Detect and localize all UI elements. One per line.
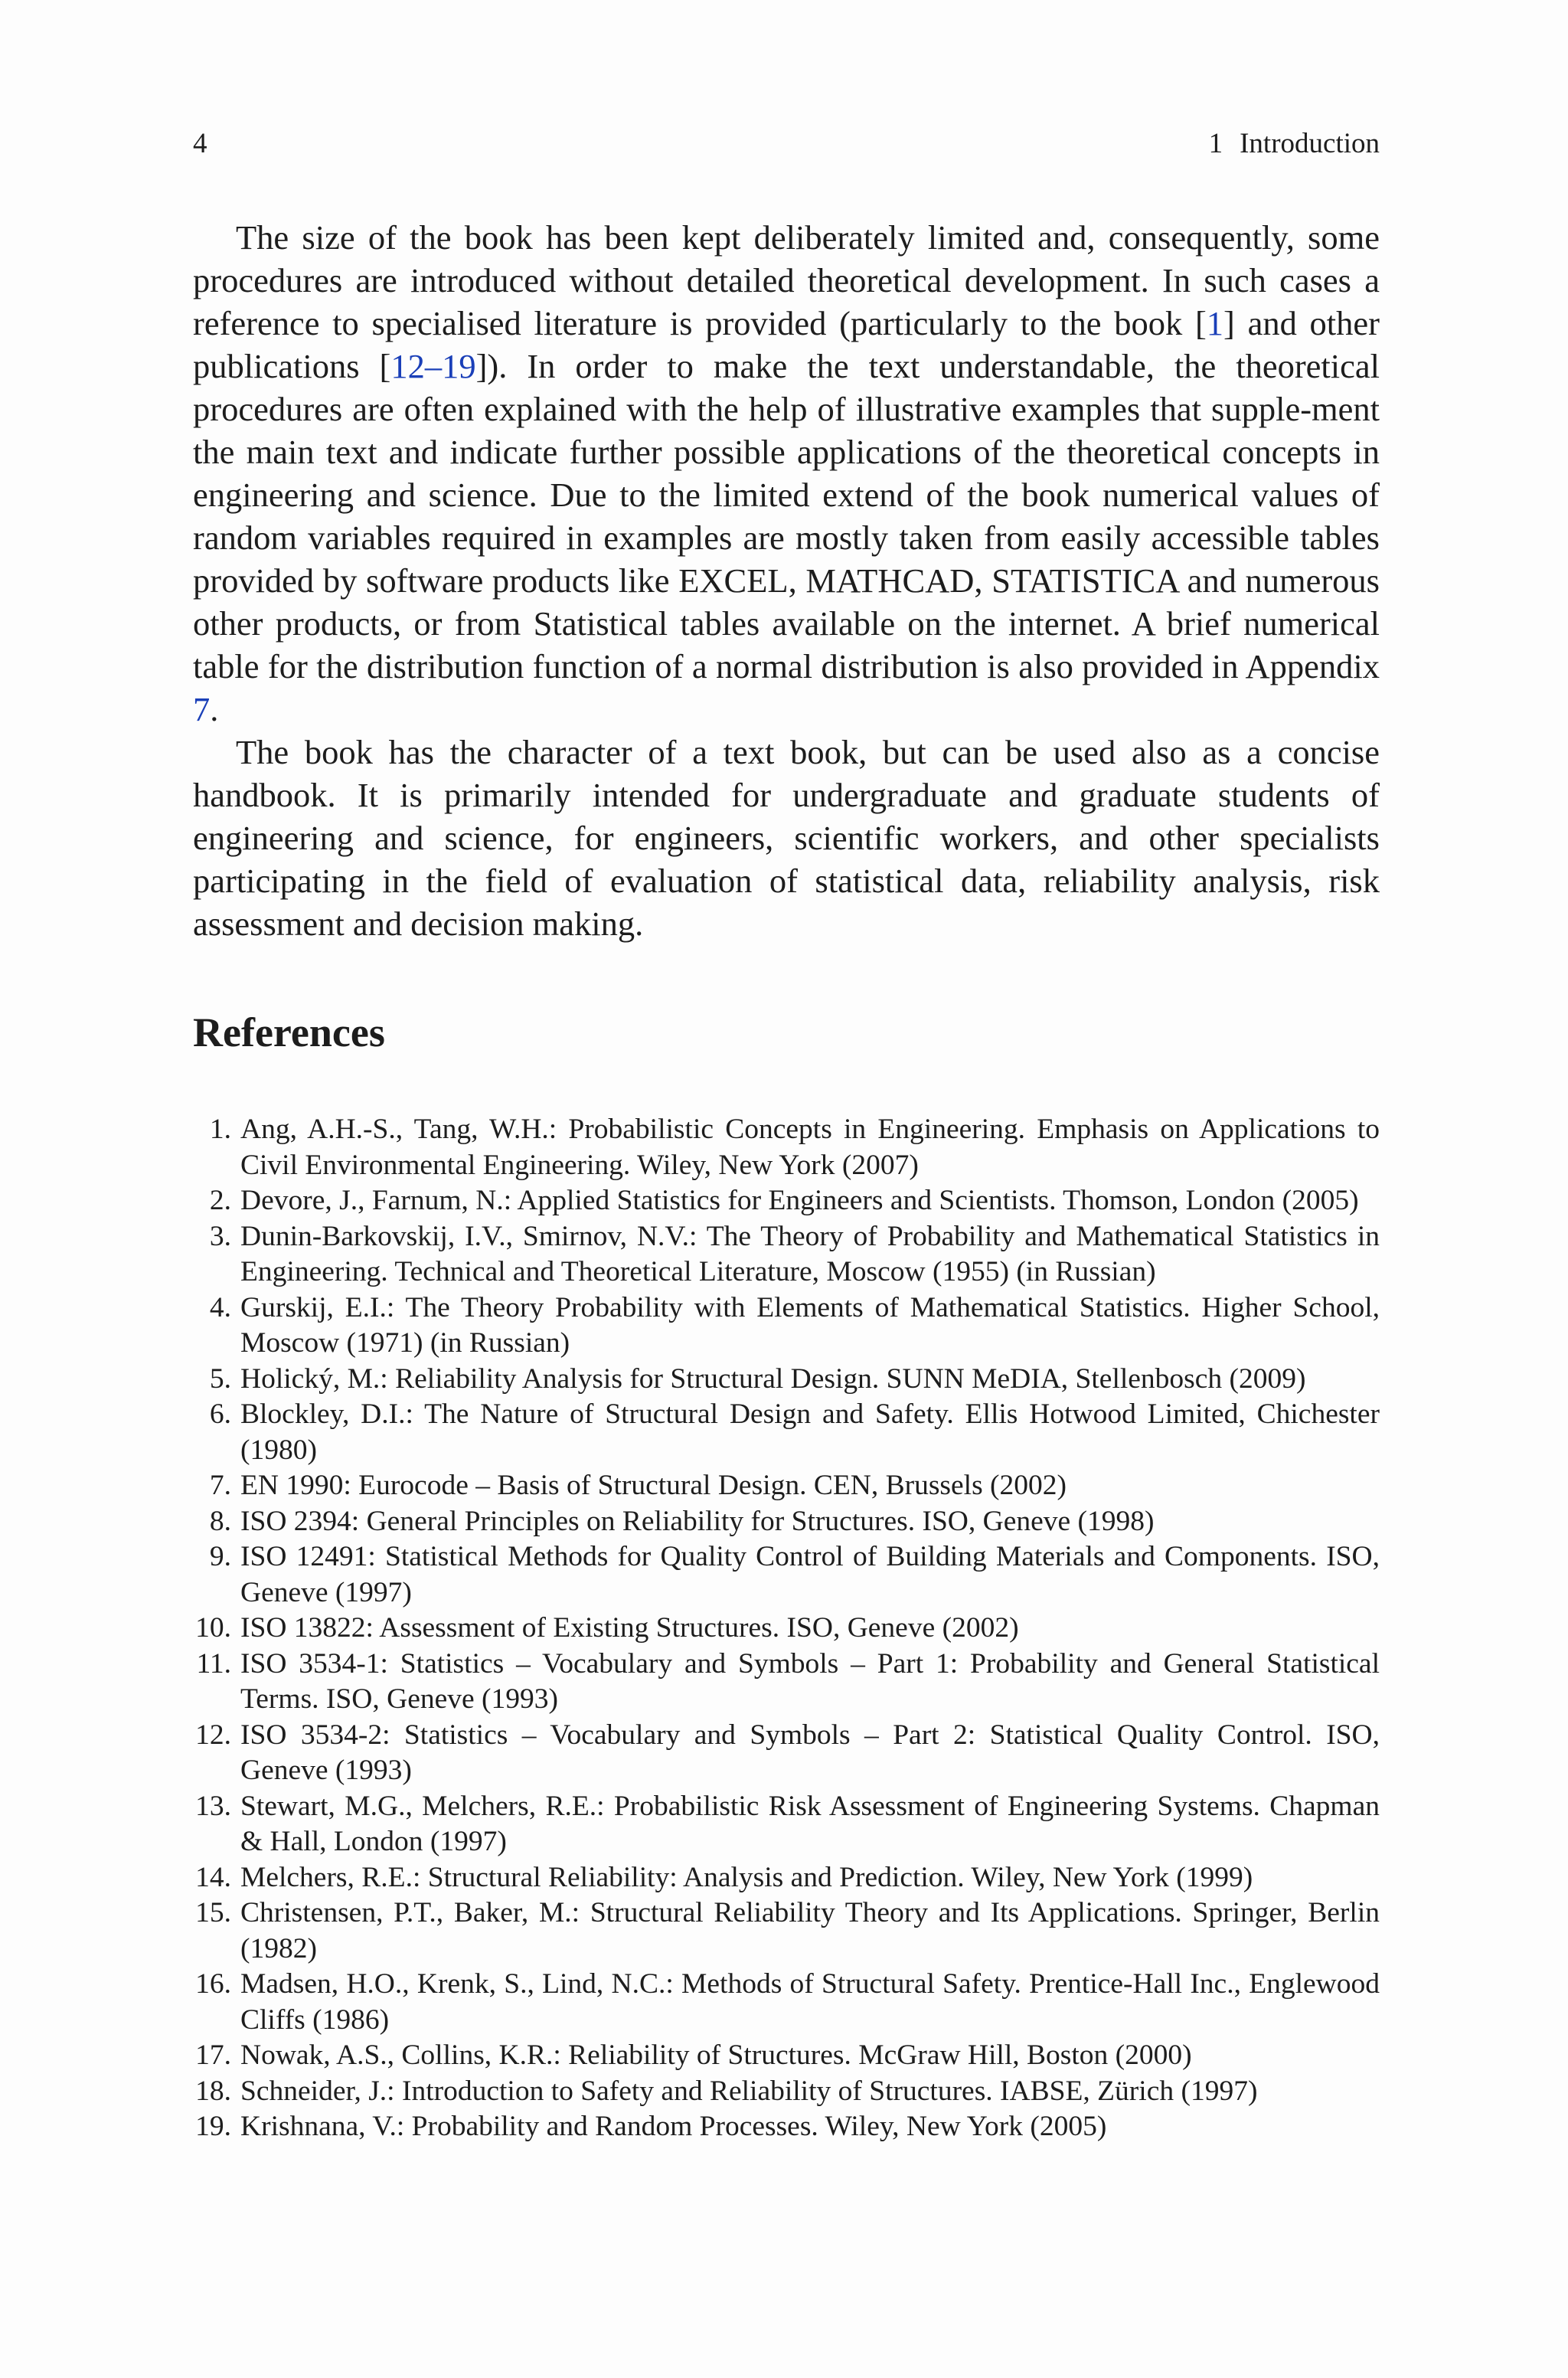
reference-text: ISO 2394: General Principles on Reliability for Structures. ISO, Geneve (1998) bbox=[240, 1505, 1155, 1537]
reference-text: Blockley, D.I.: The Nature of Structural Design and Safety. Ellis Hotwood Limited, Chichester (1980) bbox=[240, 1398, 1380, 1466]
citation-link-1[interactable]: 1 bbox=[1206, 304, 1224, 342]
reference-item bbox=[193, 1219, 1380, 1290]
paragraph-1-text-b: ] and other publications [ bbox=[193, 304, 1380, 385]
reference-text: ISO 13822: Assessment of Existing Structures. ISO, Geneve (2002) bbox=[240, 1612, 1019, 1644]
reference-item bbox=[193, 1611, 1380, 1647]
reference-item bbox=[193, 2038, 1380, 2074]
reference-item bbox=[193, 1647, 1380, 1718]
reference-item bbox=[193, 1789, 1380, 1860]
reference-item bbox=[193, 1183, 1380, 1219]
reference-number: 8. bbox=[209, 1505, 231, 1537]
citation-link-12-19[interactable]: 12–19 bbox=[390, 347, 476, 385]
chapter-number: 1 bbox=[1208, 128, 1223, 159]
paragraph-1-text-c: ]). In order to make the text understandable, the theoretical procedures are often explained with the help of illustrative examples that supple-ment the main text and indicate further possible applications of the theoretical concepts in engineering and science. Due to the limited extend of the book numerical values of random variables required in examples are mostly taken from easily accessible tables provided by software products like EXCEL, MATHCAD, STATISTICA and numerous other products, or from Statistical tables available on the internet. A brief numerical table for the distribution function of a normal distribution is also provided in Appendix bbox=[193, 347, 1380, 685]
reference-text: Schneider, J.: Introduction to Safety and Reliability of Structures. IABSE, Zürich (1997) bbox=[240, 2075, 1258, 2107]
reference-item bbox=[193, 1362, 1380, 1398]
chapter-header bbox=[1209, 125, 1380, 163]
reference-text: EN 1990: Eurocode – Basis of Structural Design. CEN, Brussels (2002) bbox=[240, 1470, 1067, 1501]
paragraph-1 bbox=[193, 216, 1380, 731]
reference-item bbox=[193, 1468, 1380, 1504]
reference-text: Ang, A.H.-S., Tang, W.H.: Probabilistic Concepts in Engineering. Emphasis on Applications to Civil Environmental Engineering. Wiley, New York (2007) bbox=[240, 1114, 1380, 1181]
reference-number: 11. bbox=[196, 1647, 231, 1680]
reference-number: 18. bbox=[195, 2075, 231, 2107]
reference-item bbox=[193, 1860, 1380, 1896]
page-number: 4 bbox=[193, 128, 207, 159]
running-header bbox=[193, 125, 1380, 163]
reference-item bbox=[193, 1967, 1380, 2038]
reference-number: 14. bbox=[195, 1861, 231, 1893]
reference-number: 15. bbox=[195, 1897, 231, 1928]
paragraph-1-text-a: The size of the book has been kept deliberately limited and, consequently, some procedures are introduced without detailed theoretical development. In such cases a reference to specialised literature is provided (particularly to the book [ bbox=[193, 218, 1380, 342]
reference-text: Melchers, R.E.: Structural Reliability: Analysis and Prediction. Wiley, New York (1999) bbox=[240, 1861, 1253, 1893]
appendix-link-7[interactable]: 7 bbox=[193, 690, 211, 728]
body-text bbox=[193, 216, 1380, 945]
reference-text: Nowak, A.S., Collins, K.R.: Reliability of Structures. McGraw Hill, Boston (2000) bbox=[240, 2039, 1192, 2071]
reference-item bbox=[193, 1539, 1380, 1611]
reference-number: 17. bbox=[195, 2039, 231, 2071]
reference-text: Holický, M.: Reliability Analysis for Structural Design. SUNN MeDIA, Stellenbosch (2009) bbox=[240, 1362, 1306, 1395]
paragraph-1-text-d: . bbox=[210, 690, 219, 728]
reference-item bbox=[193, 1718, 1380, 1789]
reference-number: 12. bbox=[195, 1719, 231, 1751]
reference-item bbox=[193, 2074, 1380, 2110]
reference-number: 13. bbox=[195, 1790, 231, 1822]
reference-number: 2. bbox=[209, 1185, 231, 1216]
reference-text: Stewart, M.G., Melchers, R.E.: Probabilistic Risk Assessment of Engineering Systems. Chapman & Hall, London (1997) bbox=[240, 1790, 1380, 1857]
reference-text: ISO 12491: Statistical Methods for Quality Control of Building Materials and Components. ISO, Geneve (1997) bbox=[240, 1541, 1380, 1608]
reference-text: Gurskij, E.I.: The Theory Probability with Elements of Mathematical Statistics. Higher School, Moscow (1971) (in Russian) bbox=[240, 1291, 1380, 1359]
reference-number: 3. bbox=[209, 1220, 231, 1252]
reference-number: 6. bbox=[209, 1398, 231, 1430]
reference-number: 7. bbox=[209, 1470, 231, 1501]
reference-text: Devore, J., Farnum, N.: Applied Statistics for Engineers and Scientists. Thomson, London (2005) bbox=[240, 1185, 1359, 1216]
chapter-title: Introduction bbox=[1240, 128, 1380, 159]
reference-number: 9. bbox=[209, 1541, 231, 1572]
reference-item bbox=[193, 1504, 1380, 1540]
reference-text: Madsen, H.O., Krenk, S., Lind, N.C.: Methods of Structural Safety. Prentice-Hall Inc., Englewood Cliffs (1986) bbox=[240, 1968, 1380, 2036]
reference-item bbox=[193, 1397, 1380, 1468]
reference-list bbox=[193, 1112, 1380, 2145]
reference-number: 5. bbox=[209, 1362, 231, 1395]
reference-item bbox=[193, 2109, 1380, 2145]
reference-number: 4. bbox=[209, 1291, 231, 1323]
reference-text: Dunin-Barkovskij, I.V., Smirnov, N.V.: The Theory of Probability and Mathematical Statistics in Engineering. Technical and Theoretical Literature, Moscow (1955) (in Russian) bbox=[240, 1220, 1380, 1287]
paragraph-2: The book has the character of a text book, but can be used also as a concise handbook. It is primarily intended for undergraduate and graduate students of engineering and science, for engineers, scientific workers, and other specialists participating in the field of evaluation of statistical data, reliability analysis, risk assessment and decision making. bbox=[193, 733, 1380, 943]
references-heading: References bbox=[193, 1009, 385, 1055]
reference-number: 16. bbox=[195, 1968, 231, 2000]
reference-text: ISO 3534-1: Statistics – Vocabulary and Symbols – Part 1: Probability and General Statistical Terms. ISO, Geneve (1993) bbox=[240, 1647, 1380, 1715]
reference-text: Christensen, P.T., Baker, M.: Structural Reliability Theory and Its Applications. Springer, Berlin (1982) bbox=[240, 1897, 1380, 1964]
reference-item bbox=[193, 1290, 1380, 1362]
reference-number: 1. bbox=[209, 1114, 231, 1145]
reference-number: 19. bbox=[195, 2111, 231, 2142]
reference-item bbox=[193, 1896, 1380, 1967]
reference-text: ISO 3534-2: Statistics – Vocabulary and Symbols – Part 2: Statistical Quality Control. ISO, Geneve (1993) bbox=[240, 1719, 1380, 1786]
reference-text: Krishnana, V.: Probability and Random Processes. Wiley, New York (2005) bbox=[240, 2111, 1107, 2142]
reference-number: 10. bbox=[195, 1612, 231, 1644]
reference-item bbox=[193, 1112, 1380, 1183]
